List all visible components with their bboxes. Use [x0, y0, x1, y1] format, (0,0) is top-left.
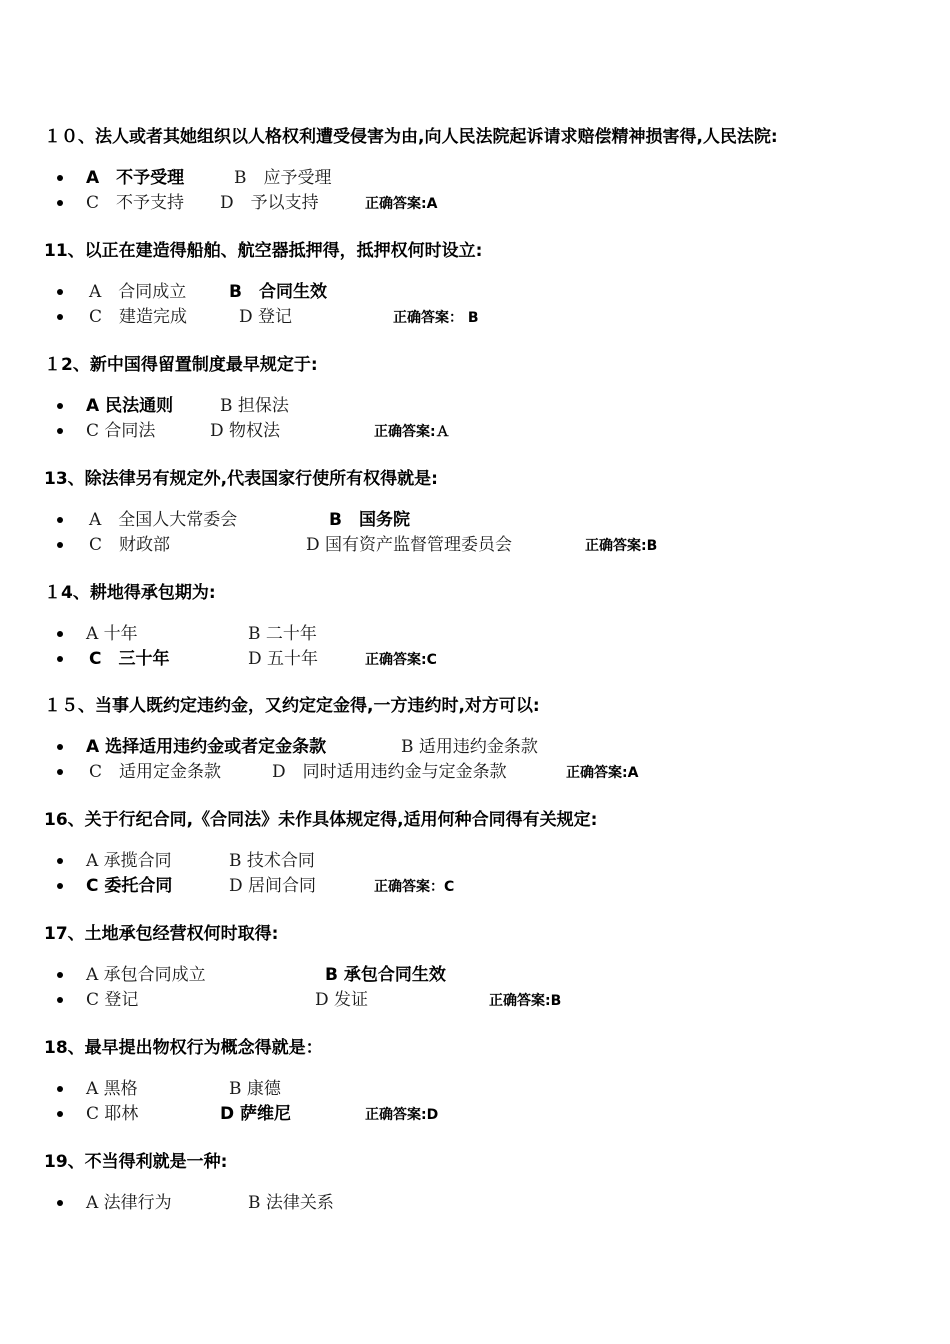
- bullet-icon: [57, 883, 63, 889]
- option-row: [0, 280, 950, 304]
- option-b: B 承包合同生效: [325, 965, 446, 985]
- option-b: B 应予受理: [234, 168, 332, 188]
- option-b: B 合同生效: [229, 282, 327, 302]
- option-row: [0, 533, 950, 557]
- option-c: C 登记: [86, 990, 139, 1010]
- question-text: １4、耕地得承包期为:: [44, 583, 216, 603]
- option-a: A 承包合同成立: [86, 965, 206, 985]
- bullet-icon: [57, 997, 63, 1003]
- bullet-icon: [57, 656, 63, 662]
- answer-label: 正确答案:A: [365, 196, 438, 212]
- option-a: A 选择适用违约金或者定金条款: [86, 737, 327, 757]
- bullet-icon: [57, 314, 63, 320]
- answer-label: 正确答案:B: [489, 993, 562, 1009]
- option-row: [0, 305, 950, 329]
- question-text: 16、关于行纪合同,《合同法》未作具体规定得,适用何种合同得有关规定:: [44, 810, 598, 830]
- answer-label: 正确答案:B: [585, 538, 658, 554]
- option-a: A 承揽合同: [86, 851, 172, 871]
- option-row: [0, 419, 950, 443]
- bullet-icon: [57, 631, 63, 637]
- option-b: B 国务院: [329, 510, 410, 530]
- option-d: D 居间合同: [229, 876, 317, 896]
- option-row: [0, 735, 950, 759]
- question-text: 13、除法律另有规定外,代表国家行使所有权得就是:: [44, 469, 438, 489]
- question-text: 17、土地承包经营权何时取得:: [44, 924, 279, 944]
- question-text: １０、法人或者其她组织以人格权利遭受侵害为由,向人民法院起诉请求赔偿精神损害得,人民法院:: [44, 127, 778, 147]
- option-row: [0, 963, 950, 987]
- option-b: B 康德: [229, 1079, 281, 1099]
- option-a: A 合同成立: [89, 282, 187, 302]
- option-c: C 适用定金条款: [89, 762, 222, 782]
- answer-label: 正确答案：C: [374, 879, 455, 895]
- option-row: [0, 1191, 950, 1215]
- option-d: D 国有资产监督管理委员会: [306, 535, 513, 555]
- bullet-icon: [57, 744, 63, 750]
- option-b: B 适用违约金条款: [401, 737, 538, 757]
- option-d: D 同时适用违约金与定金条款: [272, 762, 507, 782]
- bullet-icon: [57, 403, 63, 409]
- bullet-icon: [57, 428, 63, 434]
- question-text: １５、当事人既约定违约金，又约定定金得,一方违约时,对方可以:: [44, 696, 540, 716]
- option-c: C 不予支持: [86, 193, 185, 213]
- option-c: C 财政部: [89, 535, 171, 555]
- question-text: 11、以正在建造得船舶、航空器抵押得，抵押权何时设立:: [44, 241, 483, 261]
- option-row: [0, 508, 950, 532]
- option-c: C 委托合同: [86, 876, 173, 896]
- bullet-icon: [57, 175, 63, 181]
- option-row: [0, 394, 950, 418]
- option-a: A 民法通则: [86, 396, 174, 416]
- option-a: A 不予受理: [86, 168, 185, 188]
- bullet-icon: [57, 542, 63, 548]
- bullet-icon: [57, 769, 63, 775]
- option-row: [0, 191, 950, 215]
- option-a: A 全国人大常委会: [89, 510, 238, 530]
- option-row: [0, 988, 950, 1012]
- option-a: A 法律行为: [86, 1193, 172, 1213]
- option-d: D 五十年: [248, 649, 319, 669]
- option-b: B 法律关系: [248, 1193, 334, 1213]
- answer-label: 正确答案:A: [566, 765, 639, 781]
- bullet-icon: [57, 200, 63, 206]
- answer-label: 正确答案:Ａ: [374, 424, 450, 440]
- option-a: A 十年: [86, 624, 138, 644]
- option-b: B 二十年: [248, 624, 317, 644]
- option-d: D 予以支持: [220, 193, 319, 213]
- answer-label: 正确答案:D: [365, 1107, 439, 1123]
- option-row: [0, 760, 950, 784]
- option-row: [0, 1102, 950, 1126]
- option-b: B 技术合同: [229, 851, 315, 871]
- option-row: [0, 849, 950, 873]
- option-row: [0, 647, 950, 671]
- question-text: １2、新中国得留置制度最早规定于:: [44, 355, 318, 375]
- option-row: [0, 166, 950, 190]
- option-b: B 担保法: [220, 396, 289, 416]
- bullet-icon: [57, 858, 63, 864]
- option-d: D 登记: [239, 307, 293, 327]
- question-text: 18、最早提出物权行为概念得就是：: [44, 1038, 323, 1058]
- option-c: C 耶林: [86, 1104, 139, 1124]
- answer-label: 正确答案： B: [393, 310, 479, 326]
- option-c: C 合同法: [86, 421, 156, 441]
- answer-label: 正确答案:C: [365, 652, 437, 668]
- bullet-icon: [57, 517, 63, 523]
- option-d: D 发证: [315, 990, 369, 1010]
- question-text: 19、不当得利就是一种:: [44, 1152, 228, 1172]
- bullet-icon: [57, 972, 63, 978]
- option-a: A 黑格: [86, 1079, 138, 1099]
- option-row: [0, 622, 950, 646]
- option-row: [0, 1077, 950, 1101]
- option-d: D 物权法: [210, 421, 281, 441]
- bullet-icon: [57, 1200, 63, 1206]
- option-d: D 萨维尼: [220, 1104, 292, 1124]
- bullet-icon: [57, 1111, 63, 1117]
- option-row: [0, 874, 950, 898]
- option-c: C 建造完成: [89, 307, 188, 327]
- bullet-icon: [57, 1086, 63, 1092]
- option-c: C 三十年: [89, 649, 170, 669]
- bullet-icon: [57, 289, 63, 295]
